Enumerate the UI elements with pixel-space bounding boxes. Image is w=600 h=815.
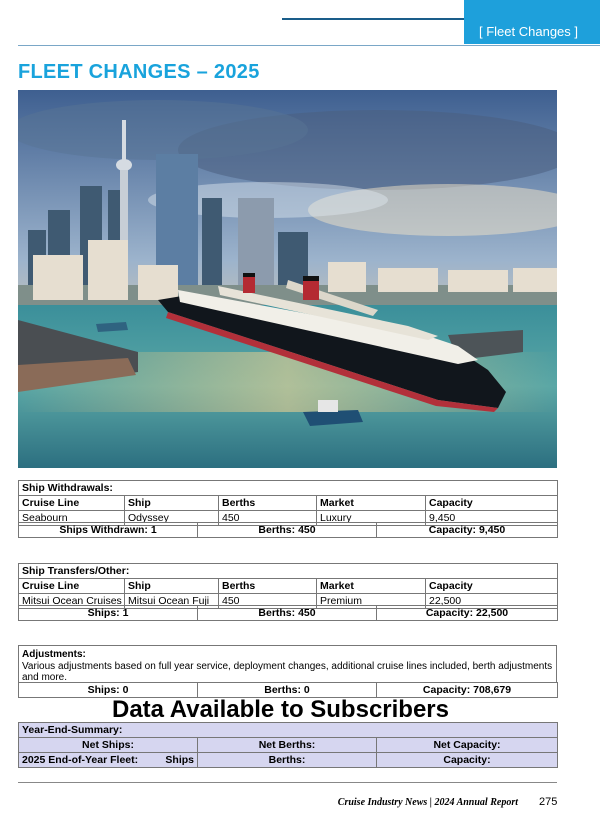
column-header: Cruise Line xyxy=(19,496,125,511)
summary-cell: Capacity: 9,450 xyxy=(377,523,558,538)
adjustments-text: Various adjustments based on full year service, deployment changes, additional cruise lines included, berth adjustments and more. xyxy=(22,660,553,683)
fleet-ships-cell xyxy=(19,753,198,768)
net-ships-cell: Net Ships: xyxy=(19,738,198,753)
year-end-title: Year-End-Summary: xyxy=(19,723,558,738)
column-header: Capacity xyxy=(426,579,558,594)
transfers-title: Ship Transfers/Other: xyxy=(19,564,558,579)
cruise-ship-photo xyxy=(18,90,557,468)
table-cell: Premium xyxy=(317,594,426,609)
column-header: Ship xyxy=(125,579,219,594)
withdrawals-table xyxy=(18,480,558,526)
table-cell: 9,450 xyxy=(426,511,558,526)
summary-cell: Capacity: 22,500 xyxy=(377,606,558,621)
adjustments-title: Adjustments: xyxy=(22,649,86,660)
net-berths-cell: Net Berths: xyxy=(198,738,377,753)
column-header: Market xyxy=(317,579,426,594)
table-cell: Seabourn xyxy=(19,511,125,526)
table-cell: 450 xyxy=(219,594,317,609)
summary-cell: Berths: 0 xyxy=(198,683,377,698)
summary-cell: Berths: 450 xyxy=(198,606,377,621)
column-header: Cruise Line xyxy=(19,579,125,594)
table-cell: Mitsui Ocean Fuji xyxy=(125,594,219,609)
column-header: Berths xyxy=(219,579,317,594)
section-tab xyxy=(464,0,600,44)
summary-cell: Ships: 1 xyxy=(19,606,198,621)
column-header: Ship xyxy=(125,496,219,511)
subscriber-overlay xyxy=(0,696,575,724)
footer-rule xyxy=(18,782,557,783)
page-number: 275 xyxy=(539,796,558,808)
summary-cell: Berths: 450 xyxy=(198,523,377,538)
summary-cell: Ships: 0 xyxy=(19,683,198,698)
withdrawals-header-row xyxy=(19,496,558,511)
subscriber-overlay-text: Data Available to Subscribers xyxy=(111,696,449,723)
header-rule xyxy=(282,18,464,20)
harbor-illustration xyxy=(18,90,557,468)
column-header: Berths xyxy=(219,496,317,511)
summary-cell: Capacity: 708,679 xyxy=(377,683,558,698)
page-title: FLEET CHANGES – 2025 xyxy=(18,61,260,83)
withdrawals-summary xyxy=(18,522,558,538)
fleet-label: 2025 End-of-Year Fleet: xyxy=(22,754,139,766)
transfers-summary xyxy=(18,605,558,621)
fleet-ships: Ships xyxy=(165,754,194,766)
header-rule-lower xyxy=(18,45,600,46)
table-cell: 22,500 xyxy=(426,594,558,609)
table-cell: Mitsui Ocean Cruises xyxy=(19,594,125,609)
footer-publication: Cruise Industry News | 2024 Annual Report xyxy=(337,797,518,808)
table-cell: Luxury xyxy=(317,511,426,526)
transfers-header-row xyxy=(19,579,558,594)
table-cell: 450 xyxy=(219,511,317,526)
adjustments-box xyxy=(18,645,557,683)
withdrawals-title: Ship Withdrawals: xyxy=(19,481,558,496)
year-end-table xyxy=(18,722,558,768)
fleet-capacity-cell: Capacity: xyxy=(377,753,558,768)
column-header: Capacity xyxy=(426,496,558,511)
net-capacity-cell: Net Capacity: xyxy=(377,738,558,753)
fleet-berths-cell: Berths: xyxy=(198,753,377,768)
transfers-table xyxy=(18,563,558,609)
summary-cell: Ships Withdrawn: 1 xyxy=(19,523,198,538)
column-header: Market xyxy=(317,496,426,511)
section-tab-label: [ Fleet Changes ] xyxy=(479,24,578,39)
table-cell: Odyssey xyxy=(125,511,219,526)
